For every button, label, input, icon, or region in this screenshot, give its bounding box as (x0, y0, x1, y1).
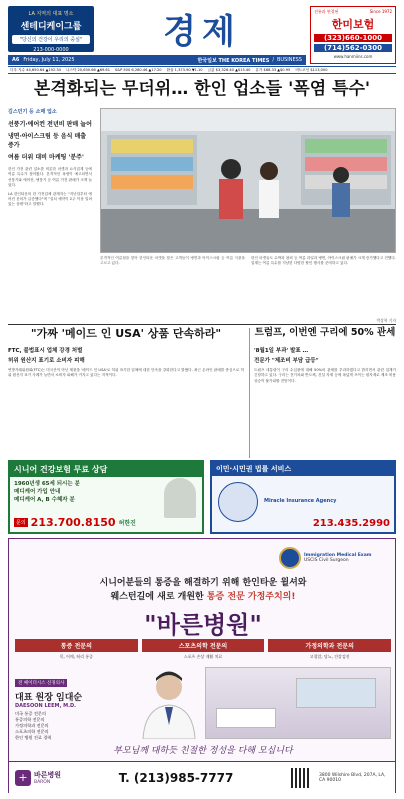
hospital-ad[interactable] (8, 538, 396, 793)
category-label: 스포츠의학 전문의 (142, 639, 265, 652)
hospital-tagline: 부모님께 대하듯 친절한 정성을 다해 모십니다 (113, 746, 293, 756)
lead-body-paragraph: 한인 가전 관련 업소를 비롯한 마켓과 요식업계 등에 여름 특수가 찾아왔다. 본격적인 폭염이 예고되면서 선풍기와 에어컨, 냉풍기 등 여름 가전 판매가 크게 늘었다. (8, 167, 92, 188)
category-card (142, 639, 265, 662)
lead-left-column (8, 108, 92, 208)
lead-body-paragraph: LA 한인타운의 한 가전업체 관계자는 "지난달부터 에어컨 문의가 급증했다"며 "설치 예약이 2주 이상 밀려 있는 상태"라고 말했다. (8, 191, 92, 207)
right-ad-web: www.hanmiins.com (333, 54, 373, 59)
hospital-name: "바른병원" (144, 610, 262, 639)
hospital-footer (9, 761, 395, 793)
category-desc: 목, 어깨, 허리 통증 (59, 654, 94, 659)
senior-ad-line: 1960년생 65세 되시는 분 (14, 481, 80, 487)
hospital-slogan1: 시니어분들의 통증을 해결하기 위해 한인타운 윌셔와 (99, 578, 307, 588)
lead-byline: 김스민기 등 소매 업소 (8, 109, 57, 115)
lead-photo (100, 108, 396, 253)
lead-body-paragraph: 한인 마켓들도 수박과 참외 등 여름 과일과 냉면, 아이스크림 판매가 크게 증가했다고 전했다. 업계는 여름 특수를 겨냥한 다양한 할인 행사를 준비하고 있다. (251, 256, 396, 266)
lead-subhead: 선풍기·에어컨 전년비 판매 늘어 (8, 121, 92, 128)
top-ad-sub: "당신의 건강이 우리의 중심" (12, 35, 90, 44)
right-ad-phone2: (714)562-0300 (314, 44, 392, 52)
lead-subhead: 냉면·아이스크림 등 음식 매출 증가 (8, 133, 87, 149)
hospital-logo-icon: + (15, 770, 31, 786)
doctor-credential: 스포츠의학 전문의 (15, 729, 49, 734)
doctor-credential: 통증의학 전문의 (15, 717, 45, 722)
category-card (15, 639, 138, 662)
article2-body: 연방거래위원회(FTC)는 미국산이 아닌 제품을 '메이드 인 USA'로 허위 표기한 업체에 대한 단속을 강화한다고 밝혔다. 최근 온라인 판매를 중심으로 허위 원산지 표기 사례가 늘면서 소비자 피해가 커지고 있다는 지적이다. (8, 368, 244, 378)
doctor-name-en: DAESOON LEEM, M.D. (15, 703, 77, 709)
senior-ad-line: 메디케어 A, B 수혜자 분 (14, 497, 75, 503)
category-card (268, 639, 391, 662)
law-ad-firm: Miracle Insurance Agency (264, 498, 337, 504)
ticker-item: 다우 지수 44,650.64 ▲192.34 (10, 67, 61, 72)
divider (8, 324, 396, 325)
qr-code-icon[interactable] (291, 768, 311, 788)
senior-ad-line: 메디케어 가입 안내 (14, 489, 61, 495)
clinic-photo (205, 667, 391, 739)
ticker-item: 환율 1,373.90 ▼1.10 (166, 67, 203, 72)
doctor-info (15, 669, 135, 741)
doctor-credential: 가정의학과 전문의 (15, 723, 49, 728)
uscis-badge-top: Immigration Medical Exam (304, 553, 372, 558)
doctor-kicker: 전 쎄이더시스 신경의사 (15, 679, 67, 687)
article3-subhead: 전문가 "제조비 부담 급등" (254, 358, 319, 364)
ticker-item: 비트코인 $113,000 (295, 67, 328, 72)
law-ad-title: 이민·시민권 법률 서비스 (212, 462, 394, 476)
lead-subhead: 여름 더위 대비 마케팅 '분주' (8, 154, 84, 161)
hospital-logo (15, 770, 61, 786)
uscis-badge-sub: USCIS Civil Surgeon (304, 558, 349, 563)
masthead (0, 0, 404, 75)
ticker-item: 나스닥 20,630.66 ▲69.61 (65, 67, 110, 72)
doctor-credential: 한인 병원 진료 경력 (15, 735, 52, 740)
vertical-divider (249, 328, 250, 458)
right-ad-tag: 선릉과 연결된 (314, 9, 339, 14)
ticker (8, 66, 396, 74)
law-ad-phone[interactable]: 213.435.2990 (312, 518, 390, 529)
hospital-address: 3800 Wilshire Blvd, 207A, LA, CA 90010 (319, 772, 386, 783)
date-bar: A6 Friday, July 11, 2025 한국일보 THE KOREA TIMES / BUSINESS (8, 55, 306, 65)
agent-avatar (164, 478, 196, 518)
right-ad-phone1: (323)660-1000 (314, 34, 392, 42)
section-title: 경제 (163, 12, 241, 52)
page-code: A6 (12, 57, 20, 63)
lead-headline[interactable]: 본격화되는 무더위… 한인 업소들 '폭염 특수' (33, 79, 371, 99)
lead-photo-credit: 박상혁 기자 (376, 318, 396, 323)
ticker-item: S&P 500 6,280.46 ▲17.20 (115, 68, 162, 72)
right-ad-since: Since 1972 (369, 9, 392, 14)
paper-name: 한국일보 THE KOREA TIMES (197, 57, 270, 64)
doctor-title: 대표 원장 임대순 (15, 693, 83, 703)
doctor-photo (139, 667, 199, 739)
article3-body: 트럼프 대통령이 구리 수입품에 대해 50%의 관세를 부과하겠다고 밝히면서 관련 업계가 긴장하고 있다. 구리는 전기차와 반도체, 건설 자재 등에 폭넓게 쓰이는 원자재로 제조 비용 상승이 불가피할 전망이다. (254, 368, 396, 383)
senior-ad-call-label: 문의 (16, 520, 26, 526)
lead-lower-columns (100, 256, 396, 267)
hospital-slogan2 (13, 589, 393, 602)
article3-headline[interactable]: 트럼프, 이번엔 구리에 50% 관세 (254, 327, 396, 338)
top-left-ad[interactable] (8, 6, 94, 52)
paper-section: BUSINESS (277, 57, 302, 63)
hospital-slogan2-em: 통증 전문 가정주치의! (206, 592, 296, 602)
senior-ad-phone[interactable]: 213.700.8150 (30, 516, 116, 529)
uscis-seal-icon (279, 547, 301, 569)
category-label: 통증 전문의 (15, 639, 138, 652)
hospital-logo-en: BARON (34, 780, 51, 785)
top-ad-contact: 213-000-0000 (33, 47, 69, 53)
category-desc: 스포츠 손상 재활 치료 (183, 654, 223, 659)
top-right-ad[interactable] (310, 6, 396, 64)
market-photo-illustration (101, 109, 396, 253)
hospital-logo-name: 바른병원 (34, 771, 62, 779)
law-ad-logo (218, 482, 258, 522)
right-ad-name: 한미보험 (331, 18, 375, 31)
doctor-credential: 미국 통증 전문의 (15, 711, 46, 716)
senior-ad-title: 시니어 건강보험 무료 상담 (10, 462, 202, 477)
date: Friday, July 11, 2025 (23, 57, 75, 63)
hospital-phone[interactable]: T. (213)985-7777 (118, 770, 234, 785)
lead-photo-caption: 본격적인 여름철을 맞아 한인타운 마켓을 찾은 고객들이 냉면과 아이스크림 등 여름 식품을 고르고 있다. (100, 256, 245, 266)
law-ad[interactable] (210, 460, 396, 534)
hospital-slogan2-pre: 웨스턴길에 새로 개원한 (110, 592, 207, 602)
article3-column (254, 346, 396, 384)
top-ad-title: 센테디케이그룹 (20, 22, 82, 32)
category-desc: 고혈압, 당뇨, 건강검진 (309, 654, 350, 659)
top-ad-kicker: LA 지역의 대표 명소 (28, 11, 74, 17)
category-label: 가정의학과 전문의 (268, 639, 391, 652)
category-row (15, 639, 391, 662)
article2-subhead: FTC, 불법표시 업체 강경 처벌 (8, 348, 83, 354)
article3-subhead: '8월1일 부과' 발표 … (254, 348, 309, 354)
article2-column (8, 346, 244, 379)
article2-subhead: 허위 원산지 표기로 소비자 피해 (8, 358, 85, 364)
ticker-item: 유가 $68.33 ▲$0.95 (255, 67, 291, 72)
ticker-item: 금값 $3,326.40 ▲$15.40 (207, 67, 251, 72)
uscis-badge (279, 543, 393, 573)
senior-ad-agent: 허한진 (118, 520, 136, 527)
senior-insurance-ad[interactable] (8, 460, 204, 534)
article2-headline[interactable]: "가짜 '메이드 인 USA' 상품 단속하라" (30, 327, 222, 340)
